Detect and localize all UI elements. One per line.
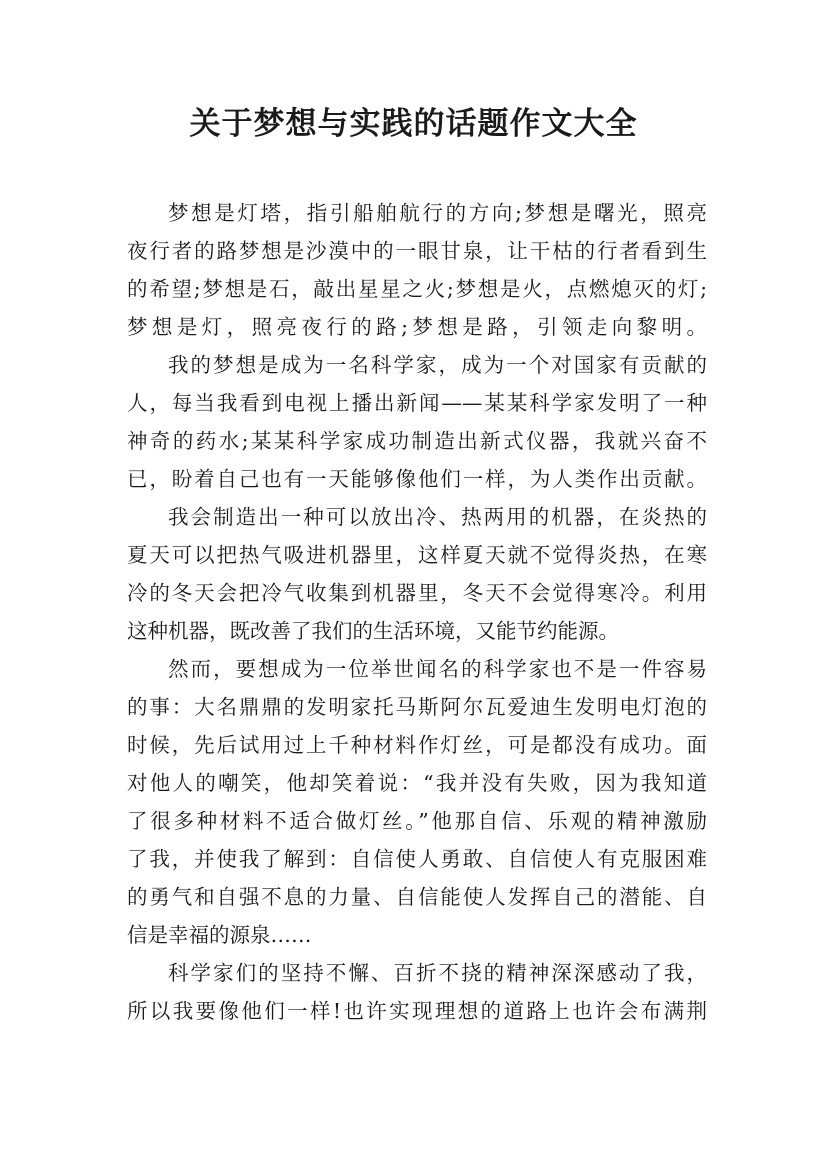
paragraph-4 (127, 650, 707, 954)
document-body (127, 194, 707, 1030)
paragraph-5 (127, 954, 707, 1030)
text-line: 了我，并使我了解到：自信使人勇敢、自信使人有克服困难 (127, 847, 707, 871)
paragraph-1 (127, 194, 707, 346)
text-line: 冷的冬天会把冷气收集到机器里，冬天不会觉得寒冷。利用 (127, 581, 707, 605)
text-line: 已，盼着自己也有一天能够像他们一样，为人类作出贡献。 (127, 467, 707, 491)
text-line: 所以我要像他们一样!也许实现理想的道路上也许会布满荆 (127, 999, 707, 1023)
text-line: 的勇气和自强不息的力量、自信能使人发挥自己的潜能、自 (127, 885, 707, 909)
document-title: 关于梦想与实践的话题作文大全 (189, 106, 638, 142)
text-line: 我的梦想是成为一名科学家，成为一个对国家有贡献的 (168, 353, 707, 377)
text-line: 信是幸福的源泉…… (127, 923, 312, 947)
paragraph-3 (127, 498, 707, 650)
text-line: 神奇的药水;某某科学家成功制造出新式仪器，我就兴奋不 (127, 429, 707, 453)
text-line: 了很多种材料不适合做灯丝。”他那自信、乐观的精神激励 (127, 809, 707, 833)
text-line: 梦想是灯塔，指引船舶航行的方向;梦想是曙光，照亮 (168, 201, 707, 225)
text-line: 这种机器，既改善了我们的生活环境，又能节约能源。 (127, 619, 619, 643)
text-line: 时候，先后试用过上千种材料作灯丝，可是都没有成功。面 (127, 733, 707, 757)
text-line: 梦想是灯，照亮夜行的路;梦想是路，引领走向黎明。 (127, 315, 707, 339)
text-line: 夏天可以把热气吸进机器里，这样夏天就不觉得炎热，在寒 (127, 543, 707, 567)
text-line: 的事：大名鼎鼎的发明家托马斯阿尔瓦爱迪生发明电灯泡的 (127, 695, 707, 719)
text-line: 然而，要想成为一位举世闻名的科学家也不是一件容易 (168, 657, 707, 681)
text-line: 夜行者的路梦想是沙漠中的一眼甘泉，让干枯的行者看到生 (127, 239, 707, 263)
text-line: 对他人的嘲笑，他却笑着说：“我并没有失败，因为我知道 (127, 771, 707, 795)
text-line: 我会制造出一种可以放出冷、热两用的机器，在炎热的 (168, 505, 707, 529)
paragraph-2 (127, 346, 707, 498)
text-line: 的希望;梦想是石，敲出星星之火;梦想是火，点燃熄灭的灯; (127, 277, 707, 301)
text-line: 科学家们的坚持不懈、百折不挠的精神深深感动了我， (168, 961, 707, 985)
text-line: 人，每当我看到电视上播出新闻——某某科学家发明了一种 (127, 391, 707, 415)
